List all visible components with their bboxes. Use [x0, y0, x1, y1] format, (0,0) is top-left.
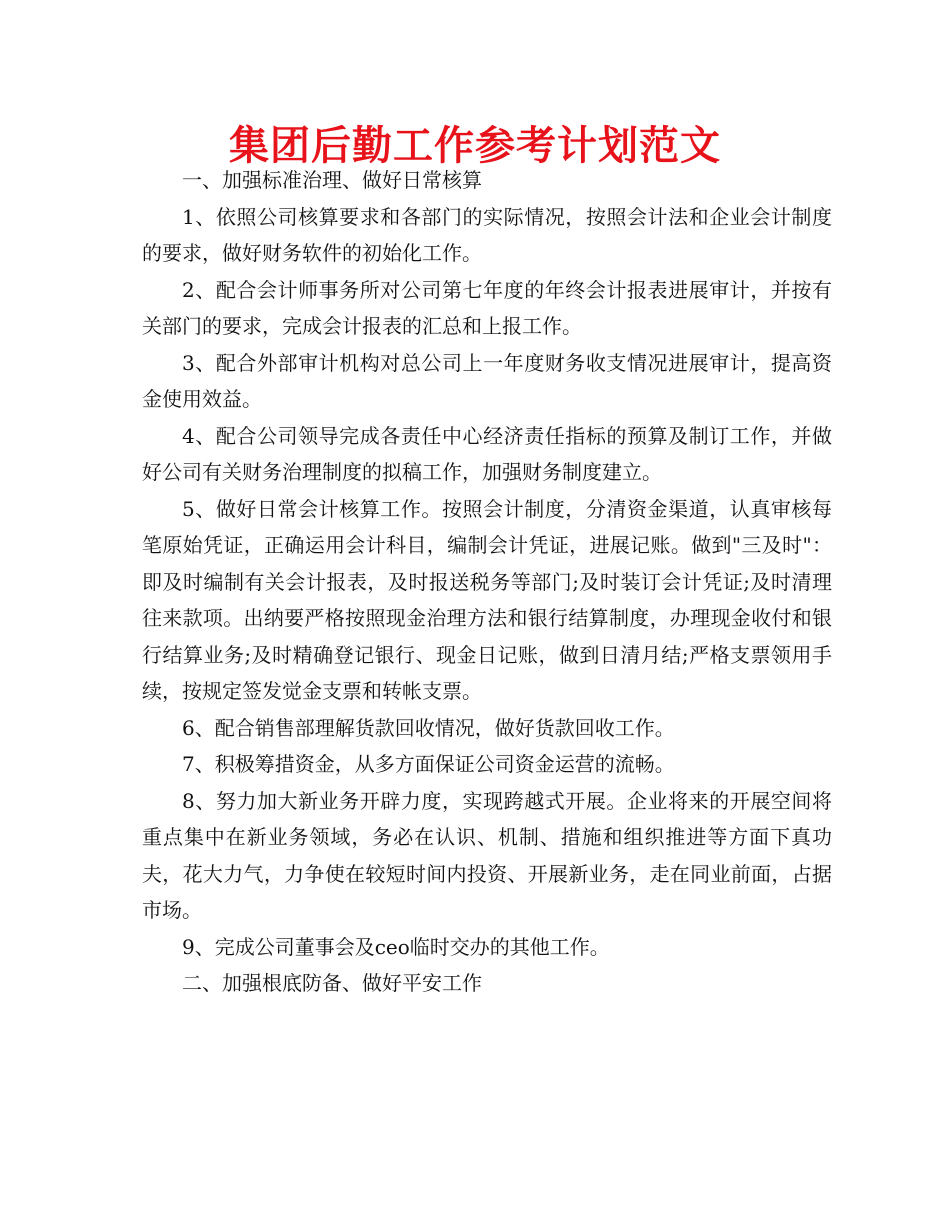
paragraph-item-3: 3、配合外部审计机构对总公司上一年度财务收支情况进展审计，提高资金使用效益。: [142, 350, 832, 411]
paragraph-item-9: 9、完成公司董事会及ceo临时交办的其他工作。: [182, 934, 610, 959]
document-body: [142, 162, 832, 1002]
heading-section-1: 一、加强标准治理、做好日常核算: [182, 168, 482, 192]
paragraph-item-7: 7、积极筹措资金，从多方面保证公司资金运营的流畅。: [182, 752, 675, 776]
paragraph-item-6: 6、配合销售部理解货款回收情况，做好货款回收工作。: [182, 715, 675, 740]
paragraph-item-1: 1、依照公司核算要求和各部门的实际情况，按照会计法和企业会计制度的要求，做好财务软件的初始化工作。: [142, 204, 832, 265]
paragraph-item-2: 2、配合会计师事务所对公司第七年度的年终会计报表进展审计，并按有关部门的要求，完成会计报表的汇总和上报工作。: [142, 277, 832, 338]
paragraph-item-8: 8、努力加大新业务开辟力度，实现跨越式开展。企业将来的开展空间将重点集中在新业务领域，务必在认识、机制、措施和组织推进等方面下真功夫，花大力气，力争使在较短时间内投资、开展新业务，走在同业前面，占据市场。: [142, 788, 832, 922]
paragraph-item-4: 4、配合公司领导完成各责任中心经济责任指标的预算及制订工作，并做好公司有关财务治理制度的拟稿工作，加强财务制度建立。: [142, 423, 832, 484]
paragraph-item-5: 5、做好日常会计核算工作。按照会计制度，分清资金渠道，认真审核每笔原始凭证，正确运用会计科目，编制会计凭证，进展记账。做到"三及时"：即及时编制有关会计报表，及时报送税务等部门;及时装订会计凭证;及时清理往来款项。出纳要严格按照现金治理方法和银行结算制度，办理现金收付和银行结算业务;及时精确登记银行、现金日记账，做到日清月结;严格支票领用手续，按规定签发觉金支票和转帐支票。: [142, 496, 832, 703]
heading-section-2: 二、加强根底防备、做好平安工作: [182, 971, 482, 995]
document-title: 集团后勤工作参考计划范文: [229, 123, 721, 169]
